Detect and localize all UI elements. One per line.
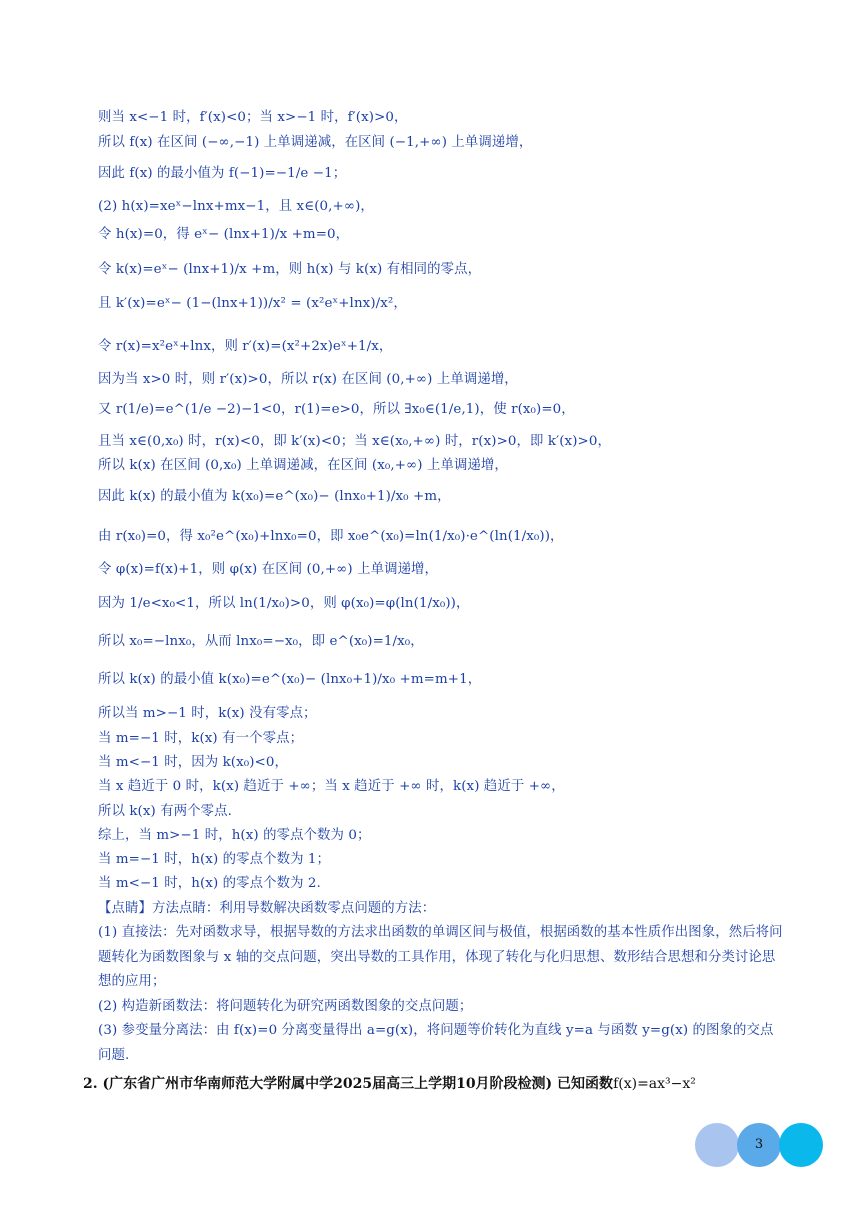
solution-line-22: 当 x 趋近于 0 时，k(x) 趋近于 +∞；当 x 趋近于 +∞ 时，k(x) 趋近于 +∞， — [98, 779, 565, 794]
solution-line-2: 所以 f(x) 在区间 (−∞,−1) 上单调递减，在区间 (−1,+∞) 上单调递增， — [98, 135, 533, 150]
solution-line-10: 又 r(1/e)=e^(1/e −2)−1<0，r(1)=e>0，所以 ∃x₀∈(1/e,1)，使 r(x₀)=0， — [98, 402, 575, 417]
solution-line-16: 因为 1/e<x₀<1，所以 ln(1/x₀)>0，则 φ(x₀)=φ(ln(1/x₀))， — [98, 596, 470, 611]
solution-line-21: 当 m<−1 时，因为 k(x₀)<0， — [98, 755, 288, 770]
tips-item-3: (3) 参变量分离法：由 f(x)=0 分离变量得出 a=g(x)，将问题等价转化为直线 y=a 与函数 y=g(x) 的图象的交点问题. — [98, 1023, 774, 1063]
solution-line-1: 则当 x<−1 时，f′(x)<0；当 x>−1 时，f′(x)>0， — [98, 110, 408, 125]
solution-line-7: 且 k′(x)=eˣ− (1−(lnx+1))/x² = (x²eˣ+lnx)/x²， — [98, 296, 407, 311]
solution-line-9: 因为当 x>0 时，则 r′(x)>0，所以 r(x) 在区间 (0,+∞) 上单调递增， — [98, 372, 518, 387]
decor-circle-right — [779, 1123, 823, 1167]
solution-line-14: 由 r(x₀)=0，得 x₀²e^(x₀)+lnx₀=0，即 x₀e^(x₀)=ln(1/x₀)·e^(ln(1/x₀))， — [98, 529, 564, 544]
solution-line-18: 所以 k(x) 的最小值 k(x₀)=e^(x₀)− (lnx₀+1)/x₀ +m=m+1， — [98, 672, 482, 687]
solution-line-8: 令 r(x)=x²eˣ+lnx，则 r′(x)=(x²+2x)eˣ+1/x， — [98, 339, 393, 354]
page-number: 3 — [754, 1137, 764, 1152]
solution-line-12: 所以 k(x) 在区间 (0,x₀) 上单调递减，在区间 (x₀,+∞) 上单调递增， — [98, 458, 508, 473]
tips-item-1: (1) 直接法：先对函数求导，根据导数的方法求出函数的单调区间与极值，根据函数的基本性质作出图象，然后将问题转化为函数图象与 x 轴的交点问题，突出导数的工具作用，体现了转化与化归思想、数形结合思想和分类讨论思想的应用； — [98, 925, 783, 989]
tips-heading: 【点睛】方法点睛：利用导数解决函数零点问题的方法： — [98, 901, 436, 916]
solution-line-4: (2) h(x)=xeˣ−lnx+mx−1，且 x∈(0,+∞)， — [98, 199, 374, 214]
solution-line-5: 令 h(x)=0，得 eˣ− (lnx+1)/x +m=0， — [98, 227, 350, 242]
solution-line-15: 令 φ(x)=f(x)+1，则 φ(x) 在区间 (0,+∞) 上单调递增， — [98, 562, 439, 577]
solution-line-23: 所以 k(x) 有两个零点. — [98, 804, 233, 819]
solution-line-26: 当 m<−1 时，h(x) 的零点个数为 2. — [98, 876, 321, 891]
solution-line-24: 综上，当 m>−1 时，h(x) 的零点个数为 0； — [98, 828, 371, 843]
decor-circle-left — [695, 1123, 739, 1167]
solution-line-13: 因此 k(x) 的最小值为 k(x₀)=e^(x₀)− (lnx₀+1)/x₀ +m， — [98, 489, 451, 504]
solution-line-19: 所以当 m>−1 时，k(x) 没有零点； — [98, 706, 317, 721]
solution-line-6: 令 k(x)=eˣ− (lnx+1)/x +m，则 h(x) 与 k(x) 有相同的零点， — [98, 262, 482, 277]
question-2 — [83, 1074, 803, 1094]
tips-item-2: (2) 构造新函数法：将问题转化为研究两函数图象的交点问题； — [98, 999, 473, 1014]
solution-line-11: 且当 x∈(0,x₀) 时，r(x)<0，即 k′(x)<0；当 x∈(x₀,+∞) 时，r(x)>0，即 k′(x)>0， — [98, 434, 611, 449]
page-number-badge — [695, 1123, 825, 1169]
question-2-source: 2. (广东省广州市华南师范大学附属中学2025届高三上学期10月阶段检测) 已知函数 — [83, 1076, 614, 1092]
solution-line-17: 所以 x₀=−lnx₀，从而 lnx₀=−x₀，即 e^(x₀)=1/x₀， — [98, 634, 424, 649]
question-2-function: f(x)=ax³−x² — [613, 1076, 696, 1092]
solution-line-25: 当 m=−1 时，h(x) 的零点个数为 1； — [98, 852, 331, 867]
solution-line-3: 因此 f(x) 的最小值为 f(−1)=−1/e −1； — [98, 166, 347, 181]
solution-line-20: 当 m=−1 时，k(x) 有一个零点； — [98, 731, 304, 746]
